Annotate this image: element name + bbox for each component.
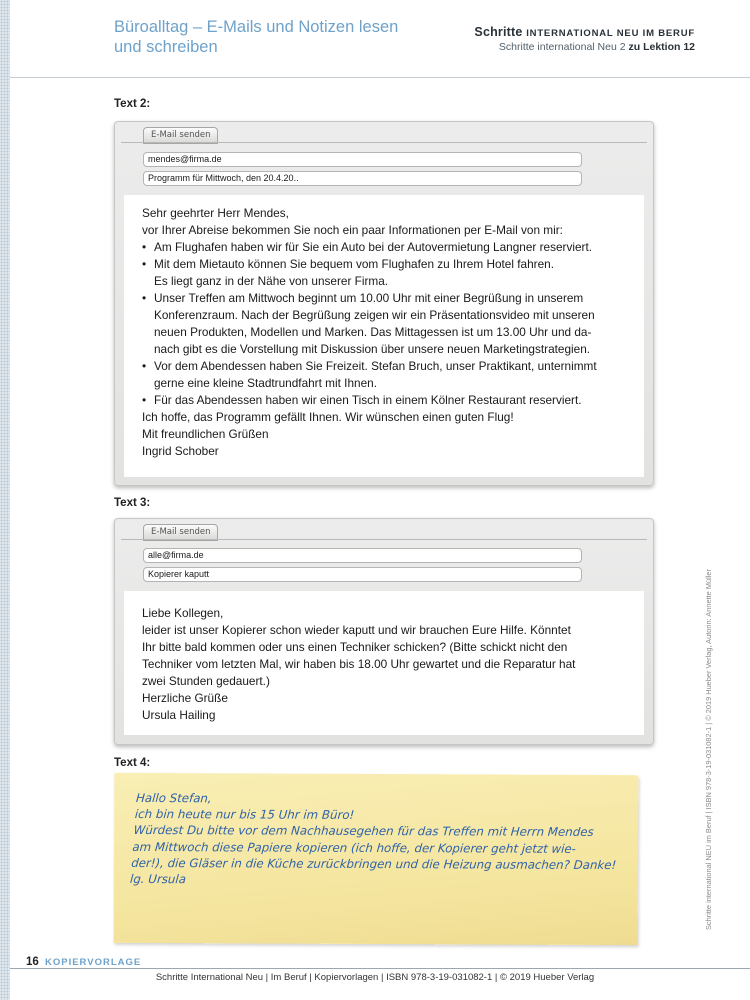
subject-field[interactable]: Kopierer kaputt (143, 567, 582, 582)
tab-bar-divider (121, 539, 647, 540)
note-line: ich bin heute nur bis 15 Uhr im Büro! (134, 807, 355, 823)
note-line: am Mittwoch diese Papiere kopieren (ich hoffe, der Kopierer geht jetzt wie- (131, 839, 577, 856)
text3-label: Text 3: (114, 497, 151, 509)
bullet-line: nach gibt es die Vorstellung mit Diskussion über unsere neuen Marketingstrategien. (154, 342, 591, 356)
note-line: Hallo Stefan, (135, 790, 213, 806)
note-line: Würdest Du bitte vor dem Nachhausegehen für das Treffen mit Herrn Mendes (133, 823, 595, 840)
brand-main: Schritte (474, 25, 523, 39)
series-subtitle (474, 41, 695, 53)
email-window-text2 (114, 121, 654, 486)
sender-name: Ursula Hailing (142, 708, 216, 722)
closing-line: Mit freundlichen Grüßen (142, 427, 269, 441)
bullet-line: • Mit dem Mietauto können Sie bequem vom Flughafen zu Ihrem Hotel fahren. (154, 257, 554, 271)
bullet-item (142, 392, 626, 409)
note-line: lg. Ursula (129, 871, 187, 887)
bullet-line: • Am Flughafen haben wir für Sie ein Auto bei der Autovermietung Langner reserviert. (154, 240, 593, 254)
note-line: der!), die Gläser in die Küche zurückbringen und die Heizung ausmachen? Danke! (130, 855, 617, 872)
vertical-credit: Schritte international NEU im Beruf | ISBN 978-3-19-031082-1 | © 2019 Hueber Verlag, Autorin: Annette Müller (704, 569, 713, 930)
bullet-line: • Vor dem Abendessen haben Sie Freizeit. Stefan Bruch, unser Praktikant, unternimmt (154, 359, 597, 373)
email-body (124, 591, 644, 735)
sender-name: Ingrid Schober (142, 444, 219, 458)
bullet-item (142, 290, 626, 358)
email-line: Liebe Kollegen, (142, 606, 224, 620)
sticky-note (114, 773, 639, 945)
send-email-tab[interactable]: E-Mail senden (143, 524, 218, 541)
subject-field[interactable]: Programm für Mittwoch, den 20.4.20.. (143, 171, 582, 186)
page-number (26, 956, 141, 968)
brand-caps: INTERNATIONAL NEU IM BERUF (526, 28, 695, 39)
email-line: leider ist unser Kopierer schon wieder kaputt und wir brauchen Eure Hilfe. Könntet (142, 623, 571, 637)
page-number-value: 16 (26, 956, 39, 968)
page-type-label: KOPIERVORLAGE (45, 957, 142, 968)
text4-label: Text 4: (114, 757, 151, 769)
series-header (474, 25, 695, 53)
subtitle-book: Schritte international Neu 2 (498, 41, 626, 53)
footer-divider (10, 968, 750, 969)
footer-text: Schritte International Neu | Im Beruf | Kopiervorlagen | ISBN 978-3-19-031082-1 | © 2019 Hueber Verlag (155, 972, 595, 983)
bullet-line: • Für das Abendessen haben wir einen Tisch in einem Kölner Restaurant reserviert. (154, 393, 582, 407)
series-brand (474, 25, 695, 39)
email-salutation: Sehr geehrter Herr Mendes, (142, 206, 289, 220)
worksheet-title: Büroalltag – E-Mails und Notizen lesen und schreiben (114, 18, 399, 56)
header-divider (10, 77, 750, 78)
bullet-item (142, 358, 626, 392)
bullet-line: neuen Produkten, Modellen und Marken. Das Mittagessen ist um 13.00 Uhr und da- (154, 325, 592, 339)
bullet-line: • Unser Treffen am Mittwoch beginnt um 10.00 Uhr mit einer Begrüßung in unserem (154, 291, 584, 305)
email-line: Ihr bitte bald kommen oder uns einen Techniker schicken? (Bitte schickt nicht den (142, 640, 568, 654)
subtitle-lesson: zu Lektion 12 (628, 41, 695, 53)
handwritten-note (129, 790, 628, 889)
email-line: Techniker vom letzten Mal, wir haben bis 18.00 Uhr gewartet und die Reparatur hat (142, 657, 576, 671)
bullet-line: gerne eine kleine Stadtrundfahrt mit Ihnen. (154, 376, 377, 390)
recipient-field[interactable]: alle@firma.de (143, 548, 582, 563)
recipient-field[interactable]: mendes@firma.de (143, 152, 582, 167)
decorative-left-strip (0, 0, 10, 1000)
bullet-line: Es liegt ganz in der Nähe von unserer Firma. (154, 274, 389, 288)
closing-line: Ich hoffe, das Programm gefällt Ihnen. Wir wünschen einen guten Flug! (142, 410, 514, 424)
bullet-line: Konferenzraum. Nach der Begrüßung zeigen wir ein Präsentationsvideo mit unseren (154, 308, 595, 322)
bullet-item (142, 256, 626, 290)
email-window-text3 (114, 518, 654, 745)
email-intro: vor Ihrer Abreise bekommen Sie noch ein paar Informationen per E-Mail von mir: (142, 223, 563, 237)
bullet-item (142, 239, 626, 256)
tab-bar-divider (121, 142, 647, 143)
text2-label: Text 2: (114, 98, 151, 110)
email-line: zwei Stunden gedauert.) (142, 674, 270, 688)
email-line: Herzliche Grüße (142, 691, 228, 705)
send-email-tab[interactable]: E-Mail senden (143, 127, 218, 144)
email-body (124, 195, 644, 477)
